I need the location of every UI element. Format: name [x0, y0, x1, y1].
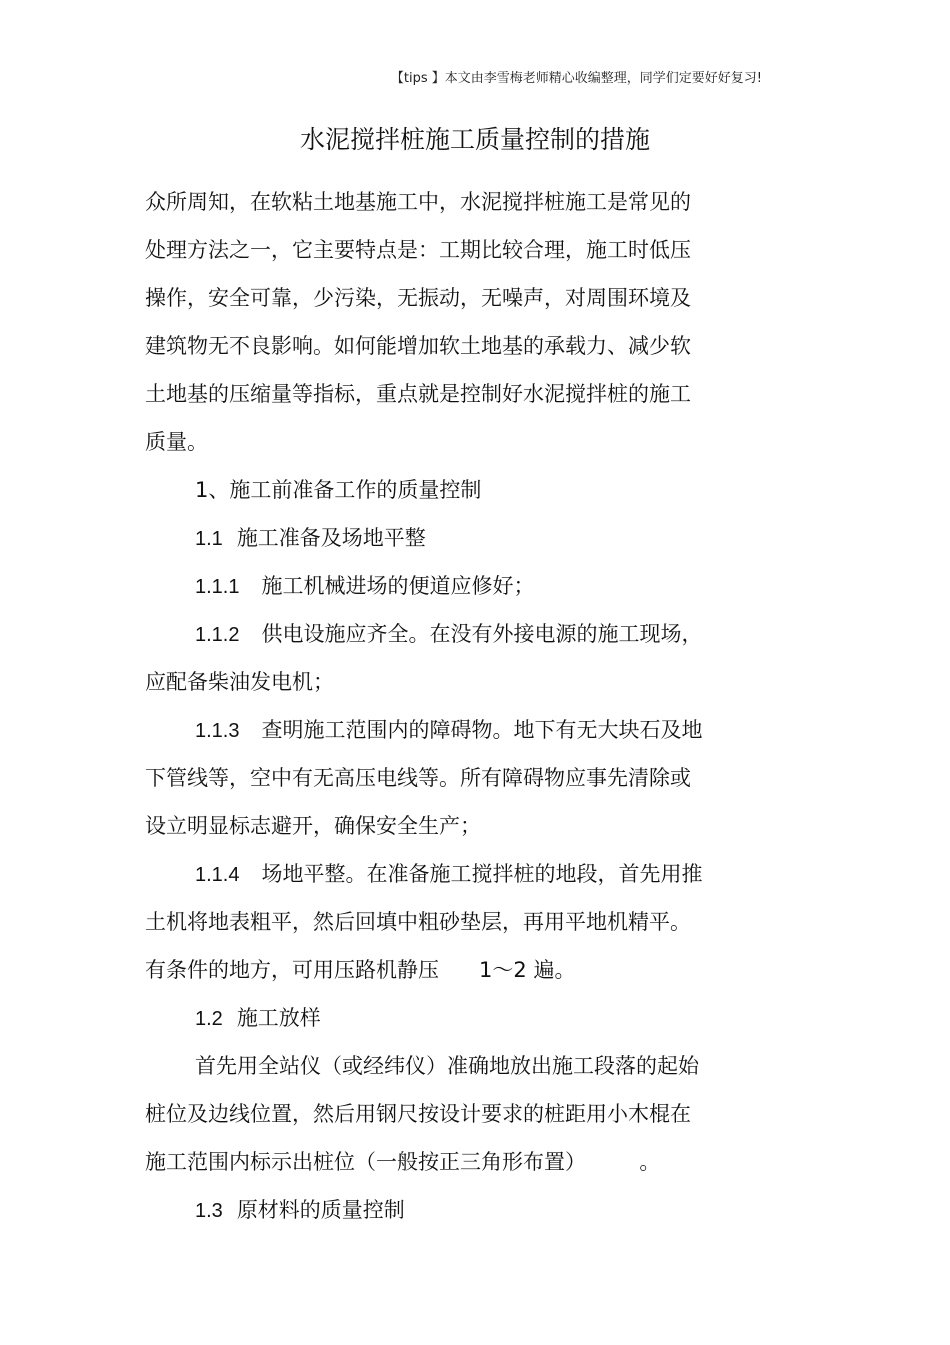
body-line: 设立明显标志避开，确保安全生产； [145, 814, 481, 838]
section-heading-1-3: 1.3 原材料的质量控制 [195, 1198, 405, 1222]
body-line: 处理方法之一，它主要特点是：工期比较合理，施工时低压 [145, 238, 691, 262]
body-line: 应配备柴油发电机； [145, 670, 334, 694]
body-line: 有条件的地方，可用压路机静压 1～2 遍。 [145, 958, 576, 982]
body-line: 操作，安全可靠，少污染，无振动，无噪声，对周围环境及 [145, 286, 691, 310]
item-1-1-2: 1.1.2 供电设施应齐全。在没有外接电源的施工现场， [195, 622, 703, 646]
body-line: 桩位及边线位置，然后用钢尺按设计要求的桩距用小木棍在 [145, 1102, 691, 1126]
item-1-1-3: 1.1.3 查明施工范围内的障碍物。地下有无大块石及地 [195, 718, 703, 742]
document-title: 水泥搅拌桩施工质量控制的措施 [299, 125, 650, 154]
body-line: 建筑物无不良影响。如何能增加软土地基的承载力、减少软 [145, 334, 691, 358]
body-line: 施工范围内标示出桩位（一般按正三角形布置） 。 [145, 1150, 661, 1174]
body-line: 土机将地表粗平，然后回填中粗砂垫层，再用平地机精平。 [145, 910, 691, 934]
item-1-1-1: 1.1.1 施工机械进场的便道应修好； [195, 574, 535, 598]
body-line: 下管线等，空中有无高压电线等。所有障碍物应事先清除或 [145, 766, 691, 790]
body-line: 质量。 [145, 430, 208, 454]
item-1-1-4: 1.1.4 场地平整。在准备施工搅拌桩的地段，首先用推 [195, 862, 703, 886]
body-line: 首先用全站仪（或经纬仪）准确地放出施工段落的起始 [195, 1054, 699, 1078]
document-body [145, 178, 785, 1234]
header-tips: 【tips 】本文由李雪梅老师精心收编整理，同学们定要好好复习! [390, 71, 762, 86]
section-heading-1-2: 1.2 施工放样 [195, 1006, 321, 1030]
section-heading-1-1: 1.1 施工准备及场地平整 [195, 526, 426, 550]
body-line: 众所周知，在软粘土地基施工中，水泥搅拌桩施工是常见的 [145, 190, 691, 214]
section-heading-1: 1、施工前准备工作的质量控制 [195, 478, 482, 502]
body-line: 土地基的压缩量等指标，重点就是控制好水泥搅拌桩的施工 [145, 382, 691, 406]
